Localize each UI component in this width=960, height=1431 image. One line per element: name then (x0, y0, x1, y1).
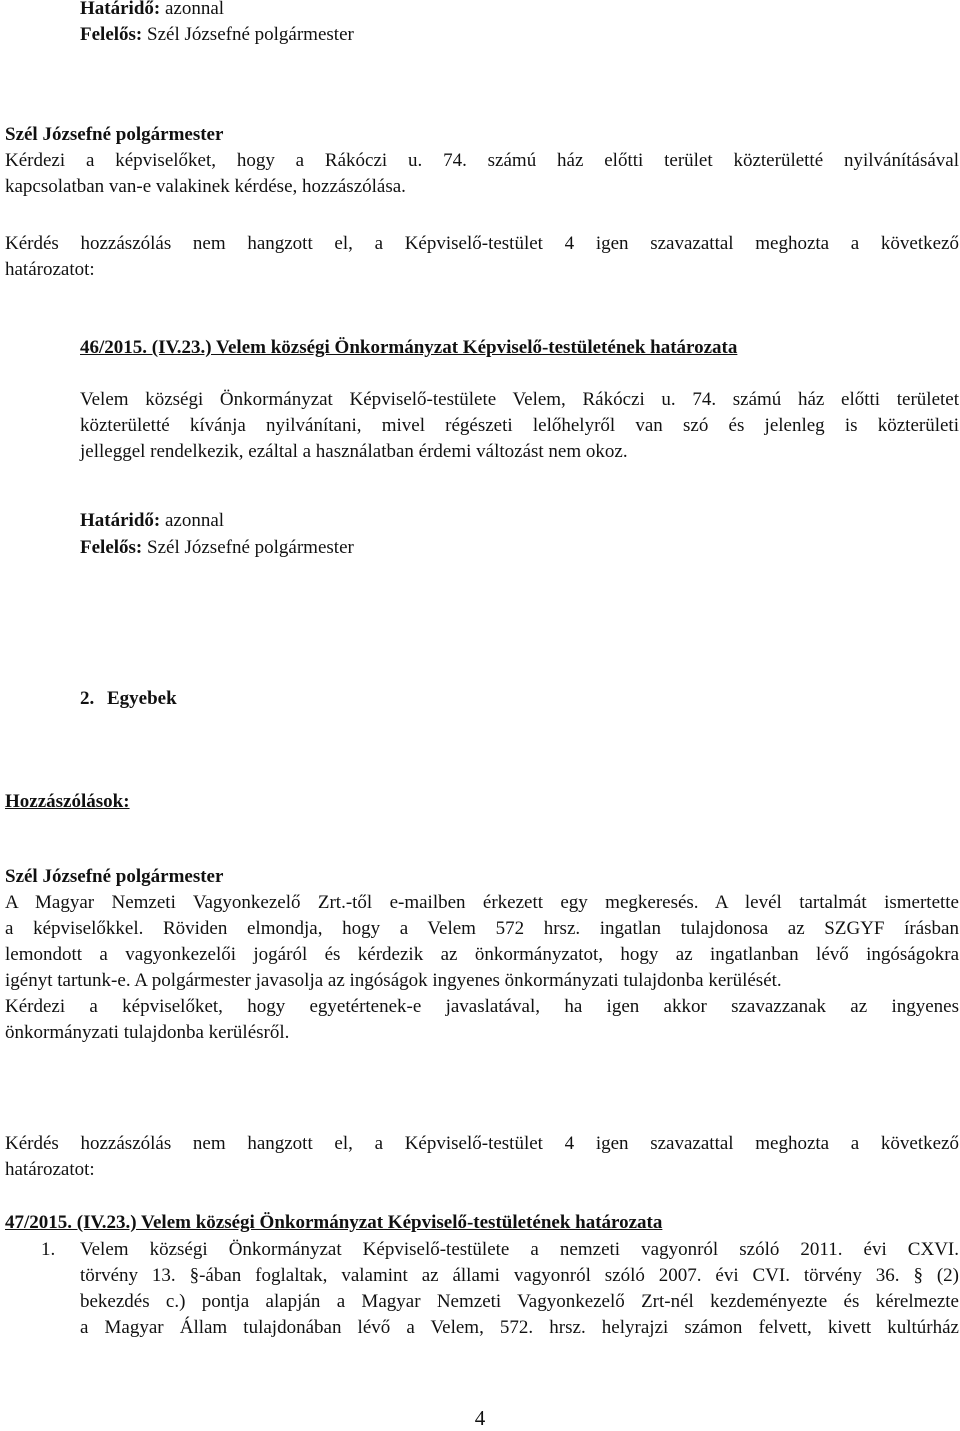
resolution-heading: 46/2015. (IV.23.) Velem községi Önkormányzat Képviselő-testületének határozata (80, 337, 738, 358)
deadline-value: azonnal (160, 0, 225, 19)
paragraph-line: Velem községi Önkormányzat Képviselő-testülete a nemzeti vagyonról szóló 2011. évi CXVI. (80, 1239, 959, 1260)
paragraph-line: jelleggel rendelkezik, ezáltal a használatban érdemi változást nem okoz. (80, 441, 628, 462)
paragraph-line: Kérdés hozzászólás nem hangzott el, a Képviselő-testület 4 igen szavazattal meghozta a következő (5, 1133, 959, 1154)
section-title: Egyebek (107, 688, 177, 709)
responsible-value: Szél Józsefné polgármester (142, 537, 354, 558)
resolution-heading: 47/2015. (IV.23.) Velem községi Önkormányzat Képviselő-testületének határozata (5, 1212, 663, 1233)
paragraph-line: A Magyar Nemzeti Vagyonkezelő Zrt.-től e-mailben érkezett egy megkeresés. A levél tartalmát ismertette (5, 892, 959, 913)
deadline-label: Határidő: (80, 0, 161, 19)
speaker-name: Szél Józsefné polgármester (5, 124, 224, 145)
deadline-line (80, 0, 224, 22)
speaker-name: Szél Józsefné polgármester (5, 866, 224, 887)
paragraph-line: határozatot: (5, 259, 95, 280)
responsible-label: Felelős: (80, 24, 143, 45)
paragraph-line: a Magyar Állam tulajdonában lévő a Velem, 572. hrsz. helyrajzi számon felvett, kivett kultúrház (80, 1317, 959, 1338)
paragraph-line: közterületté kívánja nyilvánítani, mivel régészeti lelőhelyről van szó és jelenleg is közterületi (80, 415, 959, 436)
paragraph-line: Kérdezi a képviselőket, hogy a Rákóczi u. 74. számú ház előtti terület közterületté nyilvánításával (5, 150, 959, 171)
deadline-label: Határidő: (80, 510, 161, 531)
deadline-value: azonnal (160, 510, 225, 531)
paragraph-line: Kérdés hozzászólás nem hangzott el, a Képviselő-testület 4 igen szavazattal meghozta a következő (5, 233, 959, 254)
vote-paragraph (5, 231, 959, 283)
section-number: 2. (80, 688, 95, 709)
deadline-line (80, 508, 224, 534)
comments-heading: Hozzászólások: (5, 791, 130, 812)
responsible-value: Szél Józsefné polgármester (142, 24, 354, 45)
responsible-line (80, 22, 354, 48)
resolution-body (80, 387, 959, 465)
speaker-paragraph (5, 148, 959, 200)
paragraph-line: igényt tartunk-e. A polgármester javasolja az ingóságok ingyenes önkormányzati tulajdonba kerülését. (5, 970, 782, 991)
paragraph-line: önkormányzati tulajdonba kerülésről. (5, 1022, 290, 1043)
section-heading (80, 686, 177, 712)
page-number: 4 (474, 1406, 486, 1430)
resolution-list (5, 1237, 959, 1341)
paragraph-line: a képviselőkkel. Röviden elmondja, hogy a Velem 572 hrsz. ingatlan tulajdonosa az SZGYF írásban (5, 918, 959, 939)
paragraph-line: lemondott a vagyonkezelői jogáról és kérdezik az önkormányzatot, hogy az ingatlanban lévő ingóságokra (5, 944, 959, 965)
paragraph-line: törvény 13. §-ában foglaltak, valamint az állami vagyonról szóló 2007. évi CVI. törvény 36. § (2) (80, 1265, 959, 1286)
list-item-text (80, 1237, 959, 1341)
paragraph-line: kapcsolatban van-e valakinek kérdése, hozzászólása. (5, 176, 406, 197)
responsible-label: Felelős: (80, 537, 143, 558)
paragraph-line: határozatot: (5, 1159, 95, 1180)
paragraph-line: Kérdezi a képviselőket, hogy egyetértenek-e javaslatával, ha igen akkor szavazzanak az ingyenes (5, 996, 959, 1017)
vote-paragraph (5, 1131, 959, 1183)
responsible-line (80, 535, 354, 561)
list-item-number: 1. (41, 1239, 56, 1260)
speaker-paragraph (5, 890, 959, 1046)
paragraph-line: bekezdés c.) pontja alapján a Magyar Nemzeti Vagyonkezelő Zrt-nél kezdeményezte és kérelmezte (80, 1291, 959, 1312)
paragraph-line: Velem községi Önkormányzat Képviselő-testülete Velem, Rákóczi u. 74. számú ház előtti területet (80, 389, 959, 410)
